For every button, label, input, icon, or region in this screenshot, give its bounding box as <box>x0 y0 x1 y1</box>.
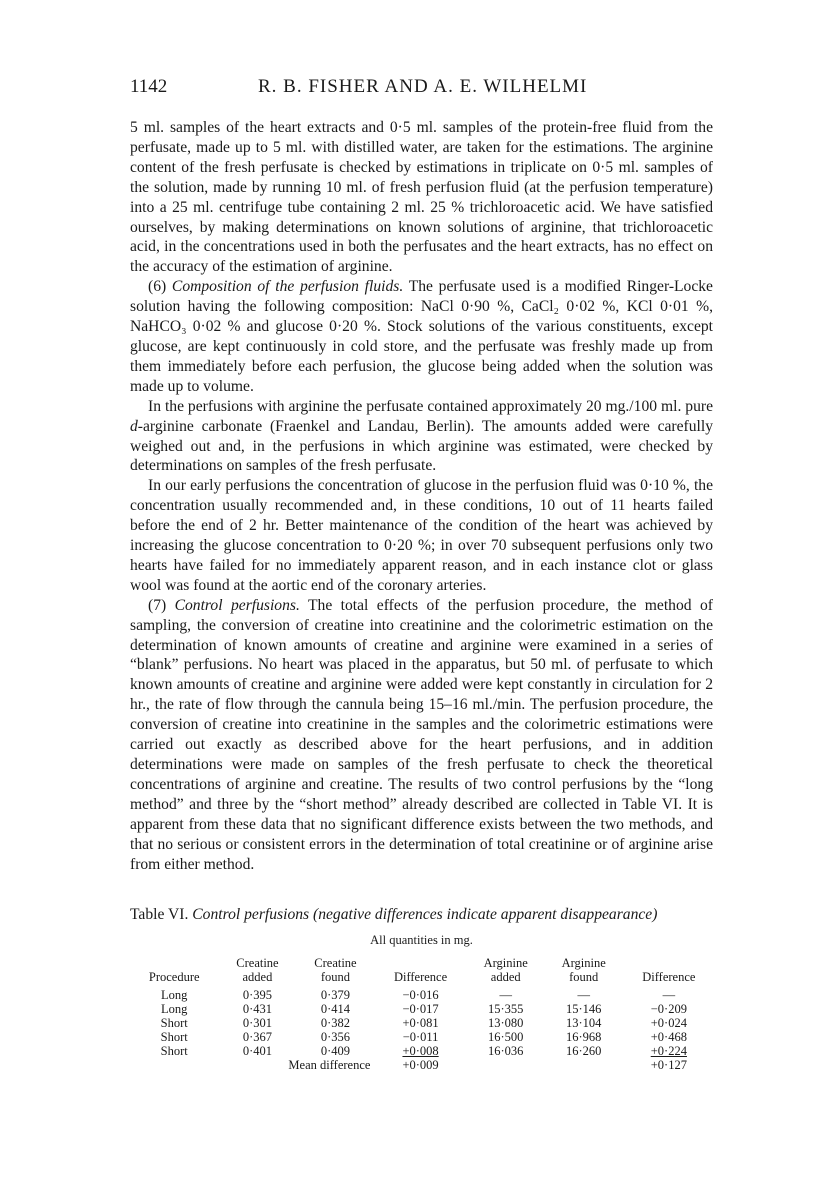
paragraph-glucose: In our early perfusions the concentration of glucose in the perfusion fluid was 0·10 %, the concentration usually recommended and, in these conditions, 10 out of 11 hearts failed before the end of 2 hr. Better maintenance of the condition of the heart was achieved by increasing the glucose concentration to 0·20 %; in over 70 subsequent perfusions only two hearts have failed for no immediately apparent reason, and in each instance clot or glass wool was found at the aortic end of the coronary arteries. <box>130 477 713 594</box>
table-cell: 16·500 <box>487 1030 524 1044</box>
column-header: Arginine added <box>483 956 528 984</box>
table-cell: +0·224 <box>650 1044 687 1058</box>
table-cell: 0·356 <box>320 1030 351 1044</box>
table-cell: 0·382 <box>320 1016 351 1030</box>
table-cell: 0·395 <box>242 988 273 1002</box>
running-header <box>130 76 725 100</box>
table-cell: 0·379 <box>320 988 351 1002</box>
table-cell: Long <box>161 988 188 1002</box>
page-number: 1142 <box>130 76 168 97</box>
table-cell: 0·401 <box>242 1044 273 1058</box>
paragraph-text: -arginine carbonate (Fraenkel and Landau, Berlin). The amounts added were carefully weighed out and, in the perfusions in which arginine was estimated, were checked by determinations on samples of the fresh perfusate. <box>130 417 713 475</box>
column-header: Arginine found <box>561 956 606 984</box>
paragraph-text: The perfusate used is a modified Ringer-Locke solution having the following composition: NaCl 0·90 %, CaCl₂ 0·02 %, KCl 0·01 %, NaHCO₃ 0·02 % and glucose 0·20 %. Stock solutions of the various constituents, except glucose, are kept continuously in cold store, and the perfusate was freshly made up from them immediately before each perfusion, the glucose being added when the solution was made up to volume. <box>130 278 713 395</box>
body-text <box>130 118 713 874</box>
table-cell: 13·080 <box>487 1016 524 1030</box>
column-header: Creatine found <box>314 956 357 984</box>
table-cell: Short <box>160 1044 188 1058</box>
table-caption <box>130 906 730 924</box>
table-cell: 13·104 <box>565 1016 602 1030</box>
table-cell: −0·016 <box>402 988 439 1002</box>
table-cell: Long <box>161 1002 188 1016</box>
table-cell: 0·367 <box>242 1030 273 1044</box>
paragraph-text: The total effects of the perfusion procedure, the method of sampling, the conversion of creatine into creatinine and the colorimetric estimation on the determination of known amounts of creatine and arginine were examined in a series of “blank” perfusions. No heart was placed in the apparatus, but 50 ml. of perfusate to which known amounts of creatine and arginine were added were kept constantly in circulation for 2 hr., the rate of flow through the cannula being 15–16 ml./min. The perfusion procedure, the conversion of creatine into creatinine in the samples and the colorimetric estimations were carried out exactly as described above for the heart perfusions, and in addition determinations were made on samples of the fresh perfusate to check the theoretical concentrations of arginine and creatine. The results of two control perfusions by the “long method” and three by the “short method” already described are collected in Table VI. It is apparent from these data that no significant difference exists between the two methods, and that no serious or consistent errors in the determination of total creatinine or of arginine arise from either method. <box>130 596 713 873</box>
section-number: (6) <box>148 278 172 296</box>
mean-creatine-difference: +0·009 <box>402 1058 439 1072</box>
section-heading: Composition of the perfusion fluids. <box>171 278 404 296</box>
table-cell: −0·017 <box>402 1002 439 1016</box>
table-cell: 15·355 <box>487 1002 524 1016</box>
column-header: Difference <box>642 970 696 984</box>
table-cell: 0·431 <box>242 1002 273 1016</box>
control-perfusions-table <box>130 956 715 1072</box>
italic-prefix: d <box>130 417 138 435</box>
table-cell: Short <box>160 1016 188 1030</box>
table-cell: −0·209 <box>650 1002 687 1016</box>
table-cell: — <box>662 988 676 1002</box>
table-cell: +0·024 <box>650 1016 687 1030</box>
table-row <box>130 988 715 1002</box>
table-row <box>130 1016 715 1030</box>
table-header-row <box>130 956 715 988</box>
table-label: Table VI. <box>130 906 193 923</box>
table-cell: 0·414 <box>320 1002 351 1016</box>
table-cell: +0·081 <box>402 1016 439 1030</box>
paragraph-composition <box>130 277 713 396</box>
mean-row <box>130 1058 715 1072</box>
table-cell: 16·968 <box>565 1030 602 1044</box>
table-cell: 0·301 <box>242 1016 273 1030</box>
table-row <box>130 1044 715 1058</box>
column-header: Difference <box>393 970 448 984</box>
table-cell: 15·146 <box>565 1002 602 1016</box>
paragraph-control <box>130 596 713 875</box>
mean-label: Mean difference <box>288 1058 371 1072</box>
column-header: Procedure <box>148 970 200 984</box>
section-number: (7) <box>148 596 175 614</box>
table-units-note: All quantities in mg. <box>370 933 473 947</box>
table-cell: +0·468 <box>650 1030 687 1044</box>
paragraph-arginine <box>130 397 713 477</box>
mean-arginine-difference: +0·127 <box>650 1058 687 1072</box>
table-cell: 16·036 <box>487 1044 524 1058</box>
column-header: Creatine added <box>236 956 279 984</box>
paragraph-sampling: 5 ml. samples of the heart extracts and 0·5 ml. samples of the protein-free fluid from the perfusate, made up to 5 ml. with distilled water, are taken for the estimations. The arginine content of the fresh perfusate is checked by estimations in triplicate on 0·5 ml. samples of the solution, made by running 10 ml. of fresh perfusion fluid (at the perfusion temperature) into a 25 ml. centrifuge tube containing 2 ml. 25 % trichloroacetic acid. We have satisfied ourselves, by making determinations on known solutions of arginine, that trichloroacetic acid, in the concentrations used in both the perfusates and the heart extracts, has no effect on the accuracy of the estimation of arginine. <box>130 119 713 276</box>
running-title: R. B. FISHER AND A. E. WILHELMI <box>258 76 588 97</box>
table-cell: Short <box>160 1030 188 1044</box>
table-cell: — <box>577 988 590 1002</box>
section-heading: Control perfusions. <box>174 596 300 614</box>
table-cell: — <box>499 988 512 1002</box>
table-caption-text: Control perfusions (negative differences indicate apparent disappearance) <box>192 906 658 923</box>
table-cell: −0·011 <box>402 1030 439 1044</box>
table-cell: 0·409 <box>320 1044 351 1058</box>
table-row <box>130 1030 715 1044</box>
table-cell: +0·008 <box>402 1044 439 1058</box>
table-row <box>130 1002 715 1016</box>
table-cell: 16·260 <box>565 1044 602 1058</box>
paragraph-text: In the perfusions with arginine the perfusate contained approximately 20 mg./100 ml. pure <box>148 397 713 415</box>
